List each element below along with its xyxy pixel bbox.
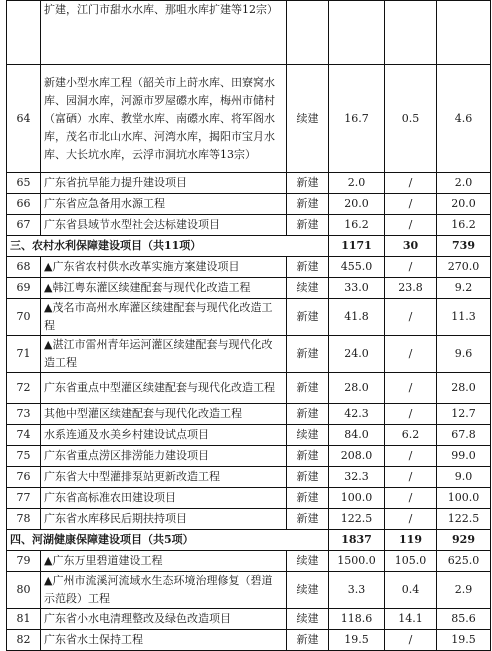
planned-investment: 12.7 (437, 404, 491, 425)
planned-investment: 4.6 (437, 65, 491, 173)
completed-investment: / (385, 509, 437, 530)
completed-investment: 0.5 (385, 65, 437, 173)
project-name: ▲广州市流溪河流域水生态环境治理修复（碧道示范段）工程 (41, 572, 287, 609)
section-header-row (7, 530, 491, 551)
project-name: 广东省重点中型灌区续建配套与现代化改造工程 (41, 373, 287, 404)
project-name: 新建小型水库工程（韶关市上莳水库、田寮窝水库、园洞水库，河源市罗屋礤水库，梅州市储村（富硒）水库、教堂水库、南礤水库、将军阁水库，茂名市北山水库、河湾水库，揭阳市宝月水库、大长坑水库，云浮市洞坑水库等13宗） (41, 65, 287, 173)
planned-investment: 625.0 (437, 551, 491, 572)
table-row (7, 173, 491, 194)
project-name: 广东省县域节水型社会达标建设项目 (41, 215, 287, 236)
planned-investment: 28.0 (437, 373, 491, 404)
total-investment: 16.2 (329, 215, 385, 236)
planned-investment: 122.5 (437, 509, 491, 530)
total-investment: 20.0 (329, 194, 385, 215)
section-planned-investment: 929 (437, 530, 491, 551)
completed-investment: / (385, 488, 437, 509)
completed-investment: / (385, 215, 437, 236)
row-number: 79 (7, 551, 41, 572)
completed-investment: / (385, 173, 437, 194)
project-name: 广东省抗旱能力提升建设项目 (41, 173, 287, 194)
planned-investment (437, 1, 491, 65)
table-row (7, 194, 491, 215)
row-number: 77 (7, 488, 41, 509)
section-completed-investment: 30 (385, 236, 437, 257)
total-investment: 2.0 (329, 173, 385, 194)
total-investment: 33.0 (329, 278, 385, 299)
table-row (7, 404, 491, 425)
table-row (7, 630, 491, 651)
row-number: 76 (7, 467, 41, 488)
table-row (7, 215, 491, 236)
table-row (7, 509, 491, 530)
row-number: 75 (7, 446, 41, 467)
project-name: ▲湛江市雷州青年运河灌区续建配套与现代化改造工程 (41, 336, 287, 373)
row-number: 82 (7, 630, 41, 651)
table-row (7, 551, 491, 572)
planned-investment: 9.0 (437, 467, 491, 488)
build-type: 新建 (287, 630, 329, 651)
completed-investment: / (385, 467, 437, 488)
table-row (7, 1, 491, 65)
table-row (7, 373, 491, 404)
completed-investment: / (385, 194, 437, 215)
row-number: 81 (7, 609, 41, 630)
project-name: 广东省应急备用水源工程 (41, 194, 287, 215)
total-investment: 24.0 (329, 336, 385, 373)
table-row (7, 488, 491, 509)
row-number (7, 1, 41, 65)
build-type (287, 1, 329, 65)
table-row (7, 336, 491, 373)
planned-investment: 11.3 (437, 299, 491, 336)
section-header-row (7, 236, 491, 257)
row-number: 69 (7, 278, 41, 299)
table-row (7, 65, 491, 173)
row-number: 73 (7, 404, 41, 425)
table-row (7, 572, 491, 609)
project-name: ▲韩江粤东灌区续建配套与现代化改造工程 (41, 278, 287, 299)
section-total-investment: 1171 (329, 236, 385, 257)
total-investment: 32.3 (329, 467, 385, 488)
planned-investment: 85.6 (437, 609, 491, 630)
total-investment: 455.0 (329, 257, 385, 278)
table-row (7, 257, 491, 278)
table-row (7, 299, 491, 336)
total-investment: 122.5 (329, 509, 385, 530)
build-type: 新建 (287, 446, 329, 467)
planned-investment: 100.0 (437, 488, 491, 509)
project-name: 广东省重点涝区排涝能力建设项目 (41, 446, 287, 467)
planned-investment: 2.0 (437, 173, 491, 194)
total-investment: 118.6 (329, 609, 385, 630)
row-number: 65 (7, 173, 41, 194)
build-type: 续建 (287, 609, 329, 630)
completed-investment: / (385, 630, 437, 651)
total-investment: 208.0 (329, 446, 385, 467)
planned-investment: 9.2 (437, 278, 491, 299)
total-investment: 28.0 (329, 373, 385, 404)
project-table (6, 0, 491, 651)
section-completed-investment: 119 (385, 530, 437, 551)
project-name: ▲广东省农村供水改革实施方案建设项目 (41, 257, 287, 278)
row-number: 80 (7, 572, 41, 609)
table-row (7, 467, 491, 488)
project-name: ▲广东万里碧道建设工程 (41, 551, 287, 572)
row-number: 67 (7, 215, 41, 236)
project-name: 广东省水库移民后期扶持项目 (41, 509, 287, 530)
total-investment: 3.3 (329, 572, 385, 609)
build-type: 新建 (287, 488, 329, 509)
build-type: 续建 (287, 278, 329, 299)
build-type: 新建 (287, 336, 329, 373)
completed-investment: 23.8 (385, 278, 437, 299)
project-name: 广东省小水电清理整改及绿色改造项目 (41, 609, 287, 630)
project-name: 水系连通及水美乡村建设试点项目 (41, 425, 287, 446)
project-table-body (7, 1, 491, 651)
planned-investment: 20.0 (437, 194, 491, 215)
planned-investment: 270.0 (437, 257, 491, 278)
build-type: 续建 (287, 65, 329, 173)
total-investment: 1500.0 (329, 551, 385, 572)
completed-investment: / (385, 336, 437, 373)
total-investment: 19.5 (329, 630, 385, 651)
section-planned-investment: 739 (437, 236, 491, 257)
row-number: 68 (7, 257, 41, 278)
planned-investment: 67.8 (437, 425, 491, 446)
total-investment: 16.7 (329, 65, 385, 173)
completed-investment: / (385, 257, 437, 278)
total-investment (329, 1, 385, 65)
planned-investment: 99.0 (437, 446, 491, 467)
build-type: 续建 (287, 551, 329, 572)
planned-investment: 2.9 (437, 572, 491, 609)
build-type: 新建 (287, 257, 329, 278)
planned-investment: 9.6 (437, 336, 491, 373)
table-row (7, 425, 491, 446)
completed-investment: / (385, 404, 437, 425)
completed-investment: / (385, 373, 437, 404)
project-name: 广东省大中型灌排泵站更新改造工程 (41, 467, 287, 488)
build-type: 续建 (287, 572, 329, 609)
build-type: 续建 (287, 425, 329, 446)
project-name: ▲茂名市高州水库灌区续建配套与现代化改造工程 (41, 299, 287, 336)
table-row (7, 446, 491, 467)
completed-investment: 6.2 (385, 425, 437, 446)
row-number: 72 (7, 373, 41, 404)
table-row (7, 609, 491, 630)
row-number: 74 (7, 425, 41, 446)
build-type: 新建 (287, 404, 329, 425)
completed-investment (385, 1, 437, 65)
section-title: 四、河湖健康保障建设项目（共5项） (7, 530, 329, 551)
planned-investment: 16.2 (437, 215, 491, 236)
total-investment: 100.0 (329, 488, 385, 509)
total-investment: 84.0 (329, 425, 385, 446)
section-total-investment: 1837 (329, 530, 385, 551)
total-investment: 41.8 (329, 299, 385, 336)
build-type: 新建 (287, 299, 329, 336)
build-type: 新建 (287, 467, 329, 488)
completed-investment: 14.1 (385, 609, 437, 630)
completed-investment: / (385, 446, 437, 467)
completed-investment: 0.4 (385, 572, 437, 609)
completed-investment: 105.0 (385, 551, 437, 572)
project-name: 广东省高标准农田建设项目 (41, 488, 287, 509)
row-number: 71 (7, 336, 41, 373)
build-type: 新建 (287, 509, 329, 530)
project-name: 其他中型灌区续建配套与现代化改造工程 (41, 404, 287, 425)
build-type: 新建 (287, 173, 329, 194)
row-number: 70 (7, 299, 41, 336)
build-type: 新建 (287, 215, 329, 236)
completed-investment: / (385, 299, 437, 336)
row-number: 78 (7, 509, 41, 530)
table-row (7, 278, 491, 299)
build-type: 新建 (287, 194, 329, 215)
total-investment: 42.3 (329, 404, 385, 425)
build-type: 新建 (287, 373, 329, 404)
project-name: 扩建，江门市甜水水库、那咀水库扩建等12宗） (41, 1, 287, 65)
planned-investment: 19.5 (437, 630, 491, 651)
section-title: 三、农村水利保障建设项目（共11项） (7, 236, 329, 257)
row-number: 66 (7, 194, 41, 215)
project-name: 广东省水土保持工程 (41, 630, 287, 651)
row-number: 64 (7, 65, 41, 173)
